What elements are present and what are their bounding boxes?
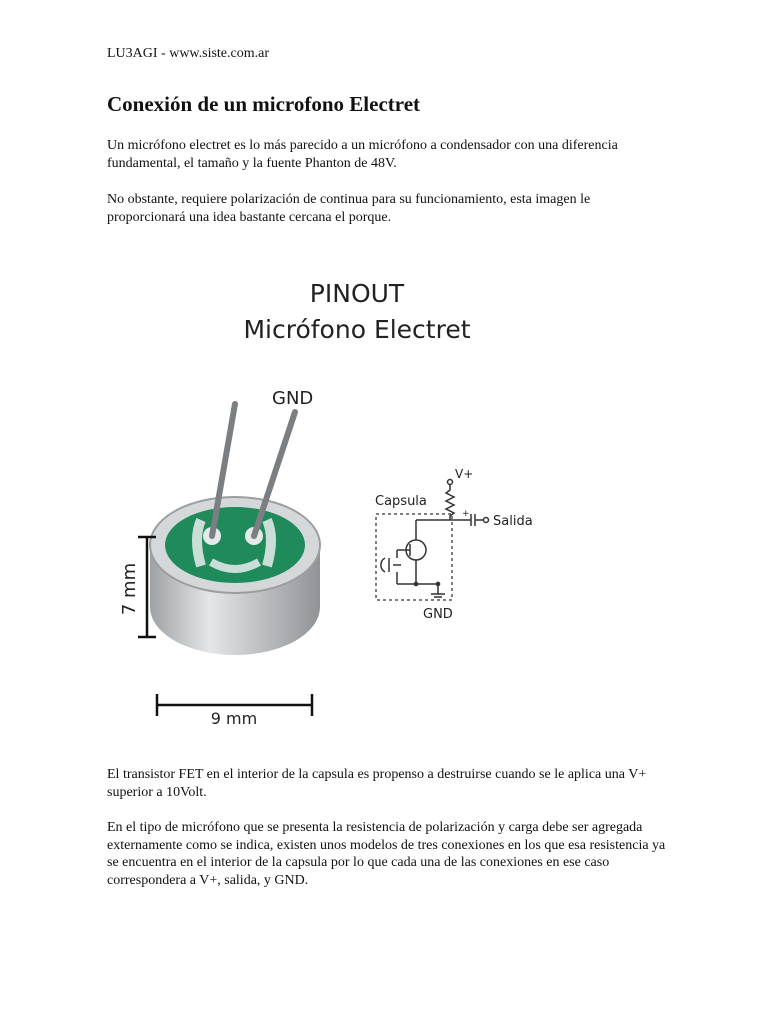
page-title: Conexión de un microfono Electret — [107, 92, 421, 116]
paragraph-fet-warning: El transistor FET en el interior de la capsula es propenso a destruirse cuando se le aplica una V+ superior a 10Volt. — [107, 767, 647, 800]
schematic — [375, 467, 533, 622]
output-label: Salida — [493, 514, 533, 529]
output-terminal — [484, 518, 489, 523]
dimension-height-label: 7 mm — [119, 562, 140, 616]
dimension-width-label: 9 mm — [210, 709, 258, 728]
vplus-label: V+ — [455, 467, 474, 481]
figure-title-pinout: PINOUT — [309, 279, 405, 308]
paragraph-polarization: No obstante, requiere polarización de continua para su funcionamiento, esta imagen le proporcionará una idea bastante cercana el porque. — [107, 192, 591, 225]
pinout-image — [107, 262, 667, 732]
pin-gnd-label: GND — [272, 388, 314, 409]
schematic-capsule-label: Capsula — [375, 494, 427, 509]
capsule-box — [376, 514, 452, 600]
capacitor-plus: + — [462, 509, 470, 519]
schematic-gnd-label: GND — [423, 607, 453, 622]
vplus-terminal — [448, 480, 453, 485]
figure-title-mic: Micrófono Electret — [243, 315, 471, 344]
pinout-figure — [107, 262, 667, 732]
paragraph-intro: Un micrófono electret es lo más parecido a un micrófono a condensador con una diferencia fundamental, el tamaño y la fuente Phanton de 48V. — [107, 138, 618, 171]
dimension-width — [157, 694, 312, 728]
page-header: LU3AGI - www.siste.com.ar — [107, 46, 269, 61]
microphone-capsule — [150, 497, 320, 655]
paragraph-connections: En el tipo de micrófono que se presenta la resistencia de polarización y carga debe ser agregada externamente como se indica, existen unos modelos de tres conexiones en los que esa resistencia ya se encuentra en el interior de la capsula por lo que cada una de las conexiones en ese caso correspondera a V+, salida, y GND. — [107, 820, 666, 888]
